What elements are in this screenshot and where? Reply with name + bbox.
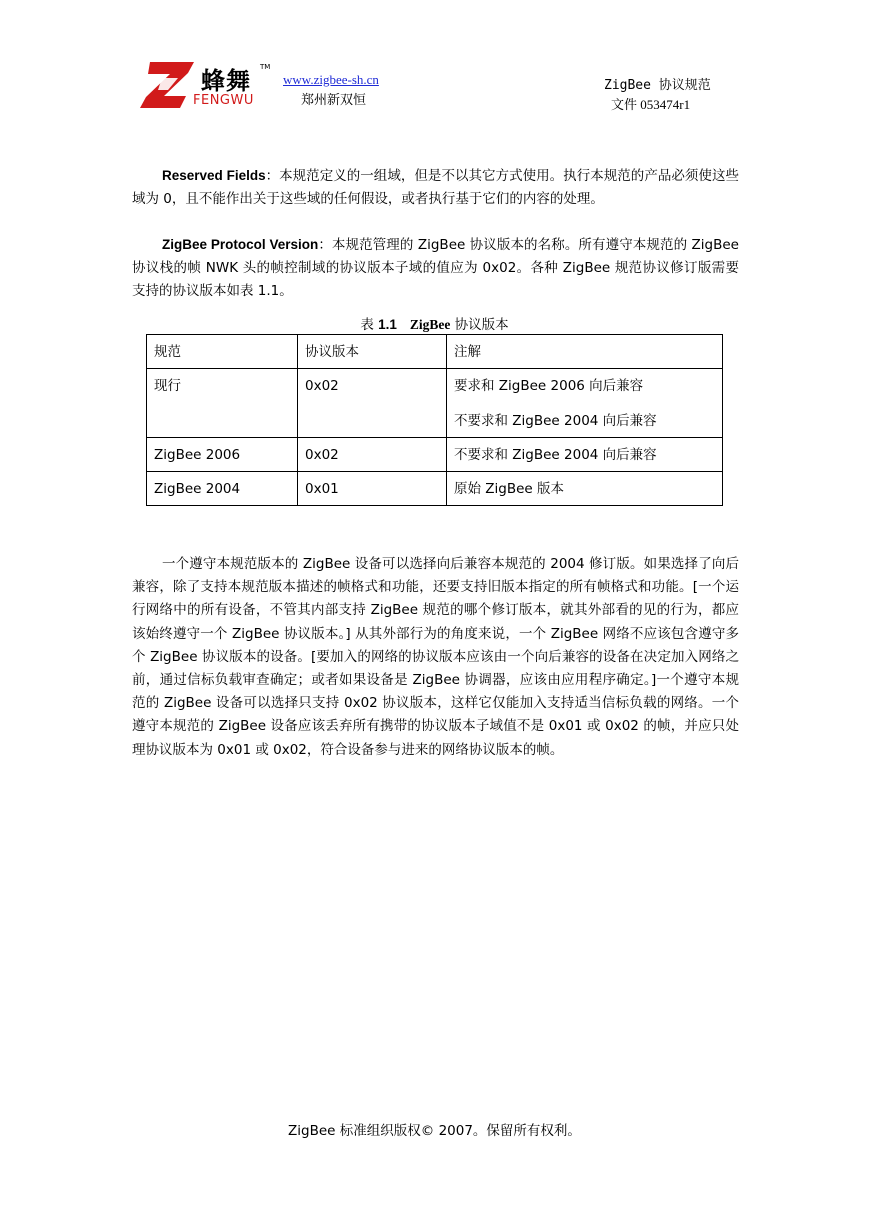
- cell-notes: [447, 472, 723, 506]
- paragraph-protocol-version: [132, 233, 739, 304]
- document-number: 文件 053474r1: [611, 97, 691, 112]
- copyright-footer: ZigBee 标准组织版权© 2007。保留所有权利。: [288, 1123, 581, 1139]
- paragraph-backward-compatibility: 一个遵守本规范版本的 ZigBee 设备可以选择向后兼容本规范的 2004 修订版。如果选择了向后兼容，除了支持本规范版本描述的帧格式和功能，还要支持旧版本指定的所有帧格式和功能。[一个运行网络中的所有设备，不管其内部支持 ZigBee 规范的哪个修订版本，就其外部看的见的行为，都应该始终遵守一个 ZigBee 协议版本。] 从其外部行为的角度来说，一个 ZigBee 网络不应该包含遵守多个 ZigBee 协议版本的设备。[要加入的网络的协议版本应该由一个向后兼容的设备在决定加入网络之前，通过信标负载审查确定；或者如果设备是 ZigBee 协调器，应该由应用程序确定。]一个遵守本规范的 ZigBee 设备可以选择只支持 0x02 协议版本，这样它仅能加入支持适当信标负载的网络。一个遵守本规范的 ZigBee 设备应该丢弃所有携带的协议版本子域值不是 0x01 或 0x02 的帧，并应只处理协议版本为 0x01 或 0x02，符合设备参与进来的网络协议版本的帧。: [132, 556, 739, 758]
- cell-version: 0x02: [298, 438, 447, 472]
- table-row: [147, 369, 723, 438]
- header-spec: 规范: [147, 335, 298, 369]
- term-reserved-fields: Reserved Fields: [162, 168, 266, 183]
- table-caption: [0, 313, 869, 333]
- cell-notes: [447, 438, 723, 472]
- website-link[interactable]: www.zigbee-sh.cn: [283, 72, 379, 87]
- document-title: ZigBee 协议规范: [604, 78, 711, 93]
- table-row: [147, 438, 723, 472]
- logo-brand-en: FENGWU: [193, 93, 254, 108]
- caption-prefix: 表: [360, 317, 374, 333]
- term-protocol-version: ZigBee Protocol Version: [162, 237, 319, 252]
- cell-spec: 现行: [147, 369, 298, 438]
- company-name: 郑州新双恒: [301, 93, 367, 108]
- cell-version: 0x02: [298, 369, 447, 438]
- paragraph-reserved-fields: [132, 164, 739, 211]
- logo-brand-cn: 蜂舞: [201, 67, 251, 95]
- page-header: [0, 56, 869, 116]
- header-version: 协议版本: [298, 335, 447, 369]
- cell-notes: [447, 369, 723, 438]
- header-notes: 注解: [447, 335, 723, 369]
- cell-spec: ZigBee 2004: [147, 472, 298, 506]
- cell-spec: ZigBee 2006: [147, 438, 298, 472]
- reserved-fields-text: ：本规范定义的一组域，但是不以其它方式使用。执行本规范的产品必须使这些域为 0，且不能作出关于这些域的任何假设，或者执行基于它们的内容的处理。: [132, 168, 739, 208]
- note-line: 要求和 ZigBee 2006 向后兼容: [454, 378, 644, 394]
- note-line: 原始 ZigBee 版本: [454, 481, 565, 497]
- table-row: [147, 472, 723, 506]
- caption-brand: ZigBee: [409, 317, 451, 332]
- note-line: 不要求和 ZigBee 2004 向后兼容: [454, 447, 657, 463]
- protocol-version-table: [146, 334, 723, 506]
- caption-number: 1.1: [378, 317, 397, 332]
- protocol-version-text: ：本规范管理的 ZigBee 协议版本的名称。所有遵守本规范的 ZigBee 协议栈的帧 NWK 头的帧控制域的协议版本子域的值应为 0x02。各种 ZigBee 规范协议修订版需要支持的协议版本如表 1.1。: [132, 237, 739, 300]
- logo-trademark: TM: [260, 63, 271, 71]
- caption-title: 协议版本: [454, 317, 509, 333]
- table-header-row: [147, 335, 723, 369]
- note-line: 不要求和 ZigBee 2004 向后兼容: [454, 413, 657, 429]
- cell-version: 0x01: [298, 472, 447, 506]
